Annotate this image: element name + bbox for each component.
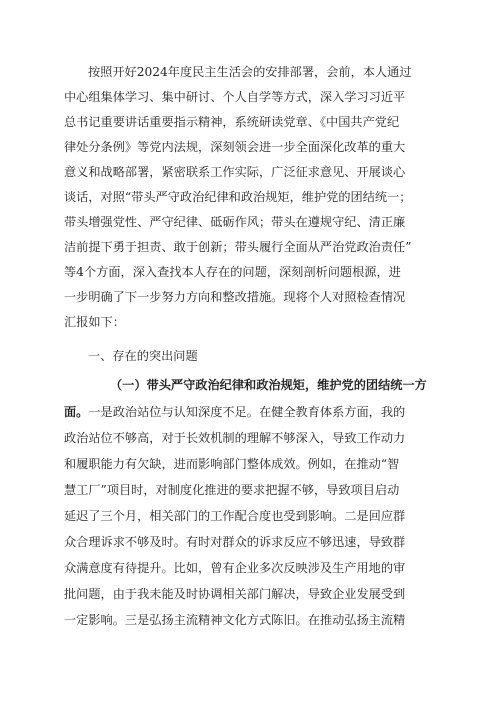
paragraph-line: 延迟了三个月，相关部门的工作配合度也受到影响。二是回应群 — [64, 509, 406, 523]
subheading: （一）带头严守政治纪律和政治规矩，维护党的团结统一方 — [110, 378, 427, 392]
paragraph-line: 政治站位不够高，对于长效机制的理解不够深入，导致工作动力 — [64, 431, 406, 445]
paragraph-line — [64, 404, 405, 420]
paragraph-line: 按照开好2024年度民主生活会的安排部署，会前，本人通过 — [88, 65, 412, 79]
paragraph-line: 众满意度有待提升。比如，曾有企业多次反映涉及生产用地的审 — [64, 561, 406, 575]
paragraph-line: 批问题，由于我未能及时协调相关部门解决，导致企业发展受到 — [64, 587, 406, 601]
paragraph-line: 谈话，对照“带头严守政治纪律和政治规矩，维护党的团结统一； — [64, 190, 412, 204]
paragraph-line: 慧工厂”项目时，对制度化推进的要求把握不够，导致项目启动 — [64, 483, 400, 497]
subheading-end: 面。 — [64, 405, 89, 419]
paragraph-line: 意义和战略部署，紧密联系工作实际，广泛征求意见、开展谈心 — [64, 165, 406, 179]
paragraph-line: 一步明确了下一步努力方向和整改措施。现将个人对照检查情况 — [64, 290, 406, 304]
paragraph-line: 带头增强党性、严守纪律、砥砺作风；带头在遵规守纪、清正廉 — [64, 215, 406, 229]
paragraph-line: 总书记重要讲话重要指示精神，系统研读党章、《中国共产党纪 — [64, 115, 400, 129]
paragraph-line: 律处分条例》等党内法规，深刻领会进一步全面深化改革的重大 — [64, 140, 406, 154]
section-heading: 一、存在的突出问题 — [88, 349, 198, 363]
paragraph-line: 和履职能力有欠缺，进而影响部门整体成效。例如，在推动“智 — [64, 457, 400, 471]
paragraph-line: 等4个方面，深入查找本人存在的问题，深刻剖析问题根源，进 — [64, 265, 401, 279]
paragraph-line: 众合理诉求不够及时。有时对群众的诉求反应不够迅速，导致群 — [64, 535, 406, 549]
paragraph-line: 洁前提下勇于担责、敢于创新；带头履行全面从严治党政治责任” — [64, 240, 412, 254]
paragraph-line: 汇报如下： — [64, 315, 125, 329]
paragraph-text: 一是政治站位与认知深度不足。在健全教育体系方面，我的 — [88, 405, 406, 419]
paragraph-line: 一定影响。三是弘扬主流精神文化方式陈旧。在推动弘扬主流精 — [64, 613, 406, 627]
paragraph-line: 中心组集体学习、集中研讨、个人自学等方式，深入学习习近平 — [64, 90, 406, 104]
